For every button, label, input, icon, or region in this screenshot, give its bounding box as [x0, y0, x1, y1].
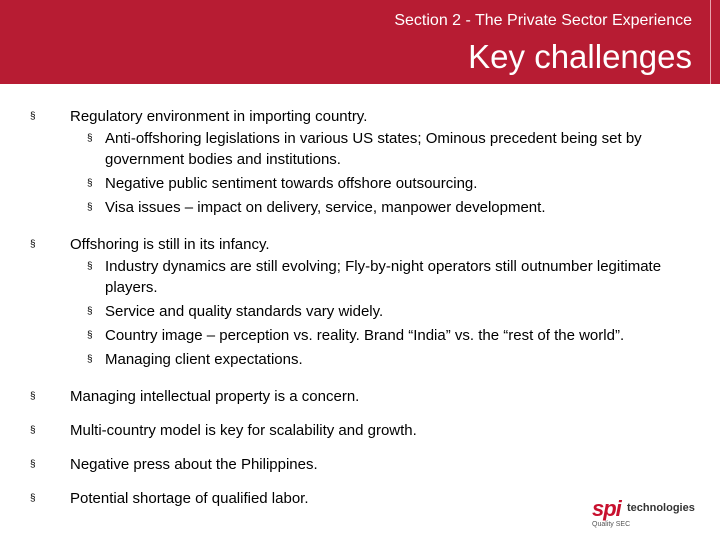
logo-tagline: Quality SEC — [592, 521, 631, 528]
bullet-list — [30, 106, 700, 510]
sub-list — [70, 256, 700, 370]
list-item-text: Multi-country model is key for scalability and growth. — [70, 422, 417, 439]
header-inner — [0, 0, 711, 84]
sub-item — [70, 173, 700, 194]
sub-item-text: Visa issues – impact on delivery, service, manpower development. — [105, 199, 546, 216]
sub-item — [70, 349, 700, 370]
sub-item-text: Managing client expectations. — [105, 351, 303, 368]
header-banner — [0, 0, 720, 84]
list-item — [30, 106, 700, 218]
sub-list — [70, 128, 700, 218]
sub-item-text: Negative public sentiment towards offshore outsourcing. — [105, 175, 478, 192]
bullet-icon: § — [30, 239, 36, 250]
section-title: Section 2 - The Private Sector Experience — [394, 12, 692, 29]
bullet-icon: § — [30, 425, 36, 436]
list-item — [30, 454, 700, 476]
bullet-icon: § — [30, 493, 36, 504]
sub-item — [70, 301, 700, 322]
list-item — [30, 234, 700, 370]
sub-item-text: Anti-offshoring legislations in various US states; Ominous precedent being set by government bodies and institutions. — [105, 130, 642, 168]
bullet-icon: § — [87, 133, 93, 144]
list-item-text: Managing intellectual property is a concern. — [70, 388, 360, 405]
sub-item — [70, 128, 700, 170]
bullet-icon: § — [87, 202, 93, 213]
spi-technologies-logo — [592, 496, 712, 532]
bullet-icon: § — [30, 391, 36, 402]
list-item-text: Offshoring is still in its infancy. — [70, 236, 270, 253]
bullet-icon: § — [87, 330, 93, 341]
sub-item-text: Industry dynamics are still evolving; Fly-by-night operators still outnumber legitimate players. — [105, 258, 662, 296]
sub-item — [70, 197, 700, 218]
logo-name: technologies — [627, 502, 695, 514]
sub-item — [70, 325, 700, 346]
bullet-icon: § — [87, 261, 93, 272]
sub-item — [70, 256, 700, 298]
list-item-text: Regulatory environment in importing country. — [70, 108, 368, 125]
list-item — [30, 386, 700, 408]
bullet-icon: § — [87, 178, 93, 189]
bullet-icon: § — [87, 354, 93, 365]
bullet-icon: § — [30, 459, 36, 470]
list-item-text: Potential shortage of qualified labor. — [70, 490, 309, 507]
logo-mark: spi — [592, 496, 621, 521]
list-item-text: Negative press about the Philippines. — [70, 456, 318, 473]
sub-item-text: Service and quality standards vary widely. — [105, 303, 384, 320]
slide-title: Key challenges — [468, 38, 692, 75]
bullet-icon: § — [87, 306, 93, 317]
sub-item-text: Country image – perception vs. reality. Brand “India” vs. the “rest of the world”. — [105, 327, 625, 344]
list-item — [30, 420, 700, 442]
bullet-icon: § — [30, 111, 36, 122]
